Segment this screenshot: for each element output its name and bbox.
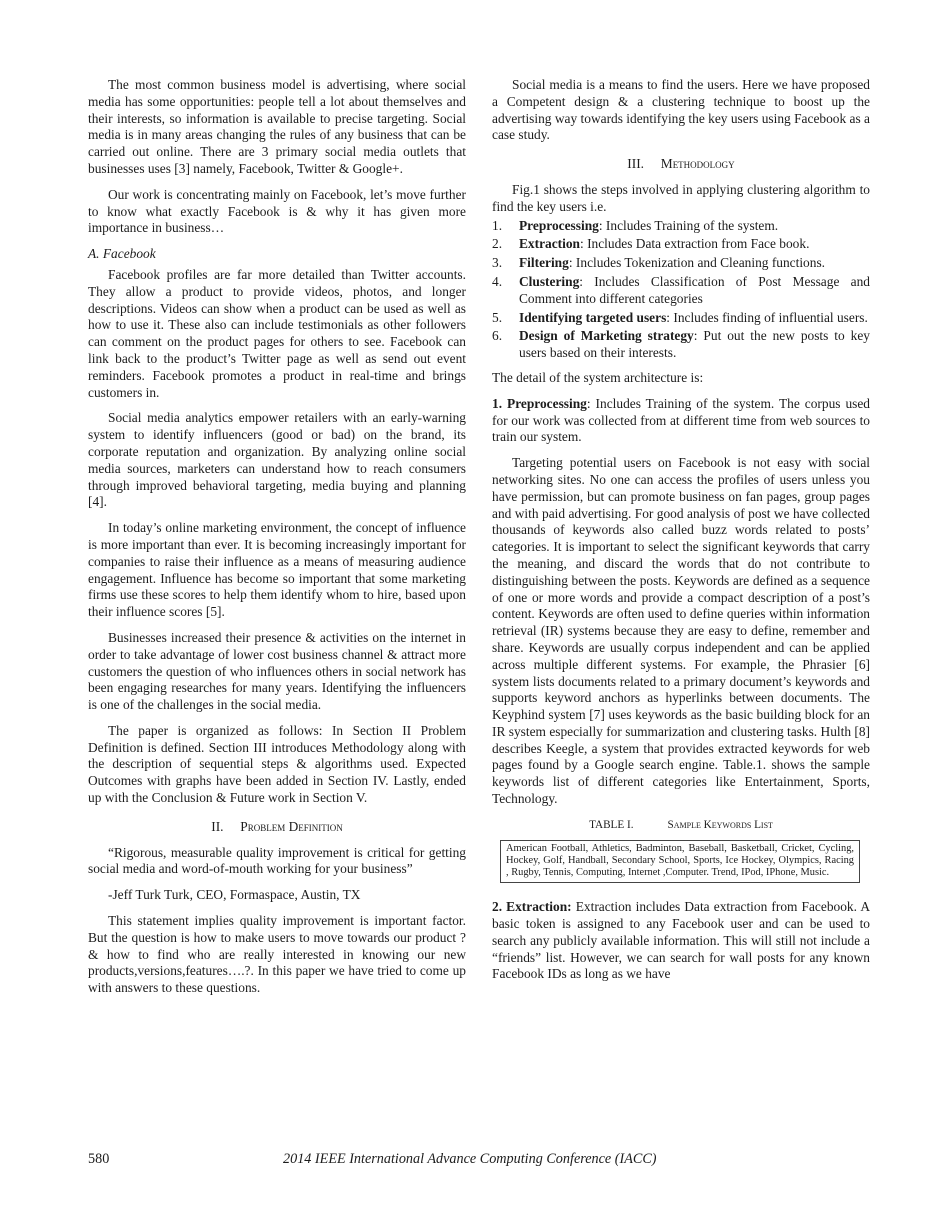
subsection-heading-facebook: A. Facebook bbox=[88, 246, 156, 262]
paragraph: The paper is organized as follows: In Section II Problem Definition is defined. Section III introduces Methodology along with the description of sequential steps & algorithms used. Expected Outcomes with graphs have been added in Section IV. Lastly, ended up with the Conclusion & Future work in Section V. bbox=[88, 722, 466, 806]
paragraph: The detail of the system architecture is: bbox=[492, 369, 704, 385]
inline-heading: 2. Extraction: bbox=[492, 899, 572, 915]
list-item bbox=[492, 328, 870, 362]
page-number: 580 bbox=[88, 1151, 110, 1167]
paragraph: Businesses increased their presence & activities on the internet in order to take advantage of lower cost business channel & attract more customers the question of who influences others in social network has been engaging researches for many years. Identifying the influencers is one of the challenges in the social media. bbox=[88, 629, 466, 713]
step-name: Clustering bbox=[519, 273, 580, 289]
keywords-table: American Football, Athletics, Badminton, Baseball, Basketball, Cricket, Cycling, Hockey, Golf, Handball, Secondary School, Sports, Ice Hockey, Olympics, Racing , Rugby, Tennis, Computing, Internet ,Computer. Trend, IPod, IPhone, Music. bbox=[500, 840, 860, 884]
steps-list bbox=[492, 218, 870, 362]
left-column bbox=[88, 77, 466, 1006]
quote-attribution: -Jeff Turk Turk, CEO, Formaspace, Austin, TX bbox=[108, 887, 361, 903]
step-description: : Includes finding of influential users. bbox=[666, 309, 868, 325]
table-caption bbox=[492, 817, 870, 834]
section-heading-methodology bbox=[492, 156, 870, 173]
section-number: III. bbox=[627, 156, 645, 172]
step-name: Preprocessing bbox=[519, 217, 599, 233]
list-number: 4. bbox=[492, 273, 503, 289]
right-column bbox=[492, 77, 870, 992]
list-number: 6. bbox=[492, 328, 503, 344]
step-description: : Includes Training of the system. bbox=[598, 217, 779, 233]
conference-name: 2014 IEEE International Advance Computing Conference (IACC) bbox=[283, 1151, 657, 1167]
paragraph: Social media is a means to find the users. Here we have proposed a Competent design & a clustering technique to boost up the advertising way towards identifying the key users using Facebook as a case study. bbox=[492, 77, 870, 143]
step-name: Extraction bbox=[519, 236, 580, 252]
list-item bbox=[492, 218, 870, 235]
paragraph: This statement implies quality improvement is important factor. But the question is how to make users to move towards our product ? & how to find who are really interested in knowing our new products,versions,features….?. In this paper we have tried to come up with answers to these questions. bbox=[88, 913, 466, 996]
list-number: 1. bbox=[492, 217, 503, 233]
step-name: Filtering bbox=[519, 255, 569, 271]
step-name: Identifying targeted users bbox=[519, 309, 667, 325]
table-title: Sample Keywords List bbox=[667, 818, 773, 831]
step-name: Design of Marketing strategy bbox=[519, 328, 694, 344]
section-title: Methodology bbox=[660, 156, 735, 172]
paragraph-text: Extraction includes Data extraction from Facebook. A basic token is assigned to any Facebook user and can be used to search any publicly available information. This will still not include a “friends” list. However, we can search for wall posts for any known Facebook IDs as long as we have bbox=[492, 899, 870, 982]
step-description: : Includes Classification of Post Message and Comment into different categories bbox=[519, 273, 870, 306]
list-number: 5. bbox=[492, 309, 503, 325]
list-item bbox=[492, 274, 870, 308]
section-number: II. bbox=[211, 818, 224, 834]
paragraph: The most common business model is advertising, where social media has some opportunities: people tell a lot about themselves and their interests, so information is available to precise targeting. Social media is in many areas changing the rules of any business that can be carried out online. There are 3 primary social media outlets that businesses uses [3] namely, Facebook, Twitter & Google+. bbox=[88, 77, 466, 176]
list-item bbox=[492, 236, 870, 253]
list-item bbox=[492, 255, 870, 272]
paragraph: In today’s online marketing environment, the concept of influence is more important than ever. It is becoming increasingly important for companies to raise their influence as a means of measuring audience engagement. Influence has become so important that some marketing firms use these scores to help them identify whom to hire, based upon their influence scores [5]. bbox=[88, 520, 466, 620]
inline-heading: 1. Preprocessing bbox=[492, 395, 587, 411]
list-item bbox=[492, 310, 870, 327]
paragraph-preprocessing bbox=[492, 396, 870, 446]
paragraph-extraction bbox=[492, 899, 870, 983]
table-number: TABLE I. bbox=[589, 818, 634, 831]
list-number: 3. bbox=[492, 255, 503, 271]
section-title: Problem Definition bbox=[240, 818, 343, 834]
step-description: : Includes Tokenization and Cleaning functions. bbox=[568, 255, 825, 271]
paragraph: Our work is concentrating mainly on Facebook, let’s move further to know what exactly Facebook is & why it has given more importance in business… bbox=[88, 186, 466, 236]
paragraph: Social media analytics empower retailers with an early-warning system to identify influencers (good or bad) on the brand, its corporate reputation and organization. By analyzing online social media sources, marketers can understand how to reach consumers through improved behavioral targeting, media buying and planning [4]. bbox=[88, 410, 466, 510]
paragraph: Facebook profiles are far more detailed than Twitter accounts. They allow a product to provide videos, photos, and longer descriptions. Videos can show when a product can be used as well as how to use it. These also can include testimonials as other followers can comment on the product pages for others to see. Facebook can link back to the product’s Twitter page as well as send out event reminders. Facebook promotes a product in real-time and brings customers in. bbox=[88, 266, 466, 400]
paragraph: Fig.1 shows the steps involved in applying clustering algorithm to find the key users i.e. bbox=[492, 181, 870, 214]
section-heading-problem-definition bbox=[88, 819, 466, 836]
step-description: : Put out the new posts to key users based on their interests. bbox=[519, 328, 870, 361]
list-number: 2. bbox=[492, 236, 503, 252]
quote: “Rigorous, measurable quality improvement is critical for getting social media and word-of-mouth working for your business” bbox=[88, 844, 466, 877]
paragraph-text: : Includes Training of the system. The corpus used for our work was collected from at different time from web sources to train our system. bbox=[492, 395, 870, 445]
paragraph: Targeting potential users on Facebook is not easy with social networking sites. No one can access the profiles of users unless you have permission, but can promote business on fan pages, group pages and with paid advertising. For good analysis of post we have collected thousands of keywords also called buzz words related to posts’ categories. It is important to select the significant keywords that carry the meaning, and discard the words that do not contribute to distinguishing between the posts. Keywords are defined as a sequence of one or more words and provide a compact description of a post’s content. Keywords are often used to define queries within information retrieval (IR) systems because they are easy to define, remember and share. Keywords are usually corpus independent and can be applied across multiple different systems. For example, the Phrasier [6] system lists documents related to a primary document’s keywords and supports keyword anchors as hyperlinks between documents. The Keyphind system [7] uses keywords as the basic building block for an IR system especially for summarization and clustering tasks. Hulth [8] describes Keegle, a system that provides extracted keywords for web pages found by a Google search engine. Table.1. shows the sample keywords list of different categories like Entertainment, Sports, Technology. bbox=[492, 455, 870, 807]
step-description: : Includes Data extraction from Face book. bbox=[580, 236, 810, 252]
